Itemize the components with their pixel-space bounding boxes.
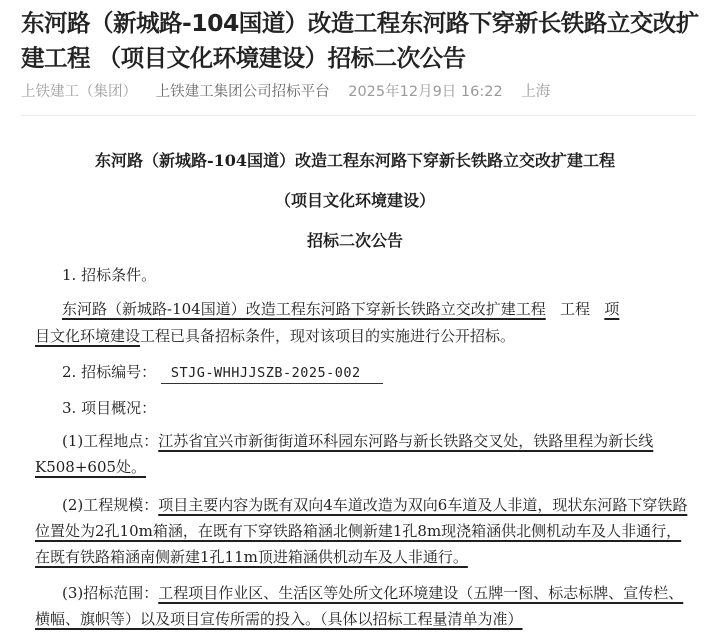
source-link[interactable]: 上铁建工集团公司招标平台 <box>155 84 330 100</box>
doc-title-line3: 招标二次公告 <box>306 231 403 250</box>
tender-scope-para <box>35 580 695 632</box>
header-divider <box>21 115 696 116</box>
subproject-field: 目文化环境建设 <box>35 327 141 345</box>
project-location-para <box>35 428 695 480</box>
doc-title-line1: 东河路（新城路-104国道）改造工程东河路下穿新长铁路立交改扩建工程 <box>94 151 616 170</box>
publish-datetime: 2025年12月9日 16:22 <box>348 84 503 100</box>
article-headline: 东河路（新城路-104国道）改造工程东河路下穿新长铁路立交改扩建工程 （项目文化环境建设）招标二次公告 <box>21 9 699 72</box>
section-1-text-cont: 目文化环境建设工程已具备招标条件，现对该项目的实施进行公开招标。 <box>35 327 516 345</box>
scale-label: (2)工程规模： <box>62 496 159 514</box>
section-2-row <box>62 361 383 384</box>
section-1-heading: 1. 招标条件。 <box>62 266 157 284</box>
tender-number-value: STJG-WHHJJSZB-2025-002 <box>161 365 383 384</box>
publish-location: 上海 <box>521 84 551 100</box>
section-1-text: 东河路（新城路-104国道）改造工程东河路下穿新长铁路立交改扩建工程 工程 项 <box>62 300 620 318</box>
tender-number-label: 2. 招标编号： <box>62 363 157 381</box>
scope-text: 工程项目作业区、生活区等处所文化环境建设（五牌一图、标志标牌、宣传栏、横幅、旗帜等）以及项目宣传所需的投入。（具体以招标工程量清单为准） <box>35 584 684 628</box>
location-text: 江苏省宜兴市新街街道环科园东河路与新长铁路交叉处，铁路里程为新长线K508+605处。 <box>35 432 654 476</box>
location-label: (1)工程地点： <box>62 432 159 450</box>
project-scale-para <box>35 492 695 570</box>
publisher-name[interactable]: 上铁建工（集团） <box>21 84 137 100</box>
project-name-field: 东河路（新城路-104国道）改造工程东河路下穿新长铁路立交改扩建工程 <box>62 300 546 318</box>
scope-label: (3)招标范围： <box>62 584 159 602</box>
scale-text: 项目主要内容为既有双向4车道改造为双向6车道及人非道，现状东河路下穿铁路位置处为2孔10m箱涵，在既有下穿铁路箱涵北侧新建1孔8m现浇箱涵供北侧机动车及人非通行，在既有铁路箱涵南侧新建1孔11m顶进箱涵供机动车及人非通行。 <box>35 496 688 566</box>
doc-title-line2: （项目文化环境建设） <box>274 191 435 210</box>
section-3-heading: 3. 项目概况： <box>62 399 157 417</box>
article-meta <box>21 80 564 100</box>
